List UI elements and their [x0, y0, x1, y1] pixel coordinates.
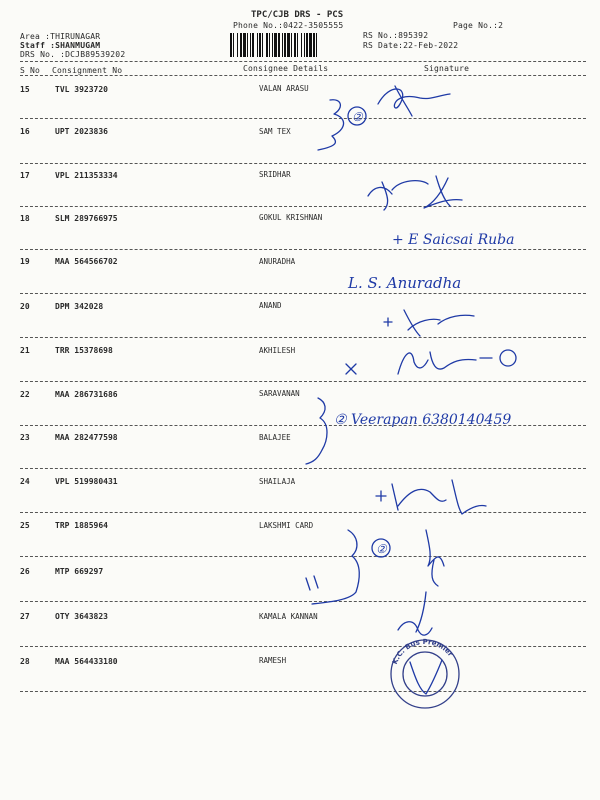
column-header-consignee: Consignee Details	[243, 64, 329, 73]
rs-number: RS No.:895392	[363, 31, 429, 40]
signature-17	[368, 176, 462, 210]
row-sno: 26	[20, 567, 30, 576]
staff-field: Staff :SHANMUGAM	[20, 41, 101, 50]
bracket-mark	[306, 398, 327, 464]
row-consignee: ANURADHA	[259, 257, 296, 266]
row-divider	[20, 163, 586, 164]
signature-22: ② Veerapan 6380140459	[334, 412, 512, 428]
row-consignment: MAA 282477598	[55, 433, 118, 442]
signature-19: L. S. Anuradha	[348, 274, 462, 292]
row-divider	[20, 337, 586, 338]
row-divider	[20, 425, 586, 426]
row-consignee: ANAND	[259, 301, 282, 310]
phone-number: Phone No.:0422-3505555	[233, 21, 344, 30]
row-divider	[20, 381, 586, 382]
row-divider	[20, 118, 586, 119]
row-divider	[20, 293, 586, 294]
drs-number: DRS No. :DCJB89539202	[20, 50, 126, 59]
row-consignee: SRIDHAR	[259, 170, 291, 179]
row-sno: 25	[20, 521, 30, 530]
signature-18: + E Saicsai Ruba	[392, 232, 515, 248]
row-consignment: TVL 3923720	[55, 85, 108, 94]
row-consignee: KAMALA KANNAN	[259, 612, 318, 621]
signature-25	[426, 530, 444, 586]
row-sno: 18	[20, 214, 30, 223]
ditto-mark	[306, 576, 318, 590]
row-consignee: GOKUL KRISHNAN	[259, 213, 323, 222]
row-divider	[20, 206, 586, 207]
rs-date: RS Date:22-Feb-2022	[363, 41, 459, 50]
row-divider	[20, 601, 586, 602]
row-consignment: DPM 342028	[55, 302, 104, 311]
signature-21	[346, 352, 492, 374]
row-sno: 16	[20, 127, 30, 136]
barcode-image	[230, 33, 358, 57]
row-sno: 20	[20, 302, 30, 311]
signature-20	[384, 310, 474, 336]
row-consignment: MAA 564433180	[55, 657, 118, 666]
row-consignment: TRR 15378698	[55, 346, 113, 355]
column-header-consignment: Consignment No	[52, 66, 123, 75]
bracket-mark	[318, 100, 344, 150]
row-divider	[20, 512, 586, 513]
column-header-sno: S No	[20, 66, 41, 75]
row-consignee: SAM TEX	[259, 127, 291, 136]
column-header-signature: Signature	[424, 64, 470, 73]
row-consignment: SLM 289766975	[55, 214, 118, 223]
header-divider-top	[20, 61, 586, 62]
row-consignee: SHAILAJA	[259, 477, 296, 486]
row-sno: 27	[20, 612, 30, 621]
bracket-mark	[312, 530, 359, 604]
row-divider	[20, 556, 586, 557]
circled-two-text: ②	[352, 110, 363, 124]
row-consignee: RAMESH	[259, 656, 287, 665]
row-consignee: SARAVANAN	[259, 389, 300, 398]
row-consignment: VPL 211353334	[55, 171, 118, 180]
row-consignment: VPL 519980431	[55, 477, 118, 486]
row-sno: 15	[20, 85, 30, 94]
row-sno: 22	[20, 390, 30, 399]
circled-two-mark	[372, 539, 390, 557]
stamp-text: K.C. Bus Premier	[390, 637, 455, 666]
document-title: TPC/CJB DRS - PCS	[251, 10, 344, 20]
row-sno: 24	[20, 477, 30, 486]
row-sno: 21	[20, 346, 30, 355]
circled-two-mark	[348, 107, 366, 125]
row-consignee: BALAJEE	[259, 433, 291, 442]
signature-15	[378, 86, 450, 116]
row-consignment: MTP 669297	[55, 567, 104, 576]
header-divider-bottom	[20, 75, 586, 76]
svg-text:K.C. Bus Premier	[391, 638, 455, 665]
row-sno: 17	[20, 171, 30, 180]
row-consignment: OTY 3643823	[55, 612, 108, 621]
row-consignment: MAA 564566702	[55, 257, 118, 266]
circle-mark	[500, 350, 516, 366]
row-sno: 23	[20, 433, 30, 442]
row-consignee: VALAN ARASU	[259, 84, 309, 93]
row-consignee: LAKSHMI CARD	[259, 521, 314, 530]
kc-bus-premier-stamp	[391, 638, 459, 708]
circled-two-text: ②	[376, 542, 387, 556]
row-divider	[20, 249, 586, 250]
page-number: Page No.:2	[453, 21, 504, 30]
row-divider	[20, 468, 586, 469]
signature-27	[398, 592, 432, 635]
row-consignee: AKHILESH	[259, 346, 296, 355]
row-sno: 19	[20, 257, 30, 266]
row-consignment: MAA 286731686	[55, 390, 118, 399]
area-field: Area :THIRUNAGAR	[20, 32, 101, 41]
row-consignment: TRP 1885964	[55, 521, 108, 530]
row-divider	[20, 646, 586, 647]
signature-24	[376, 480, 486, 514]
row-divider	[20, 691, 586, 692]
row-sno: 28	[20, 657, 30, 666]
row-consignment: UPT 2023836	[55, 127, 108, 136]
